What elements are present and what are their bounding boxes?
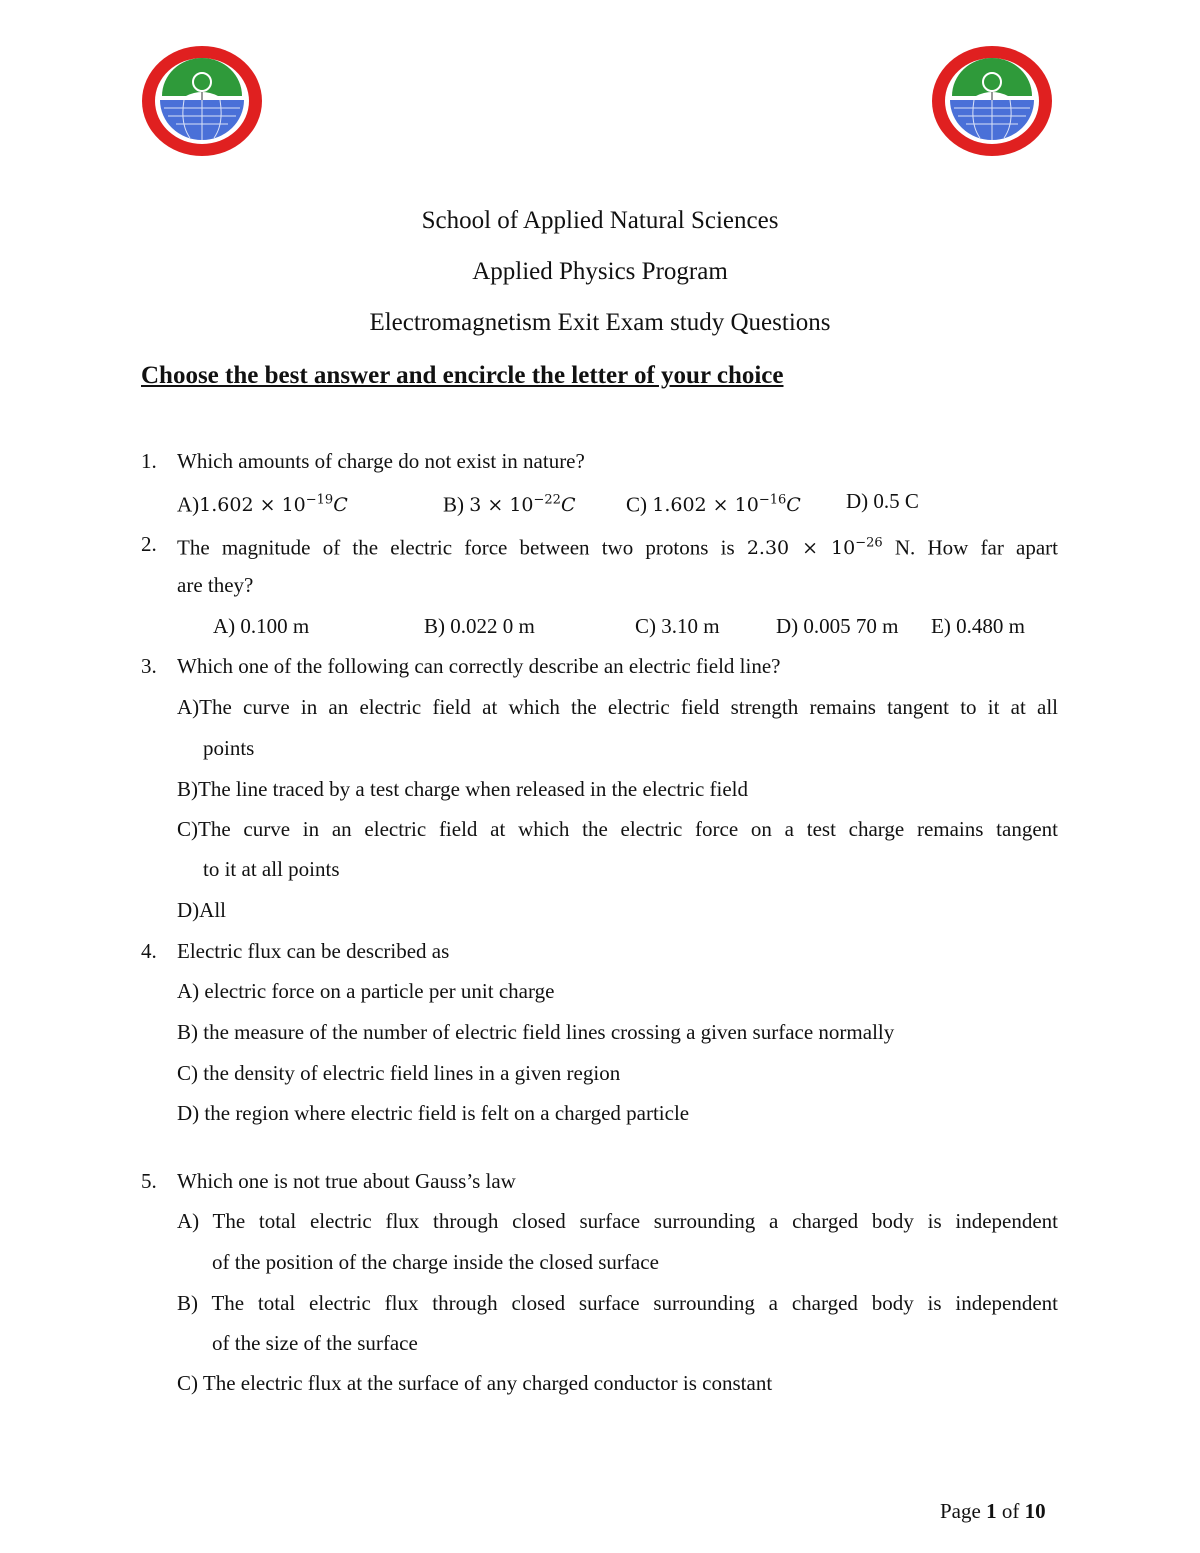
q1-option-c: C) $1.602 \times 10^{-16}C$ bbox=[626, 492, 801, 517]
q3-option-d: D)All bbox=[177, 898, 226, 922]
university-logo-left bbox=[140, 44, 264, 158]
q2-option-e: E) 0.480 m bbox=[931, 614, 1025, 638]
question-number: 4. bbox=[141, 939, 157, 963]
question-2-text: The magnitude of the electric force between two protons is $2.30 \times 10^{-26}$ N. How far apart bbox=[177, 535, 1058, 560]
q2-option-b: B) 0.022 0 m bbox=[424, 614, 535, 638]
school-name: School of Applied Natural Sciences bbox=[421, 207, 779, 234]
instructions: Choose the best answer and encircle the letter of your choice bbox=[141, 362, 784, 389]
question-number: 1. bbox=[141, 449, 157, 473]
question-5-text: Which one is not true about Gauss’s law bbox=[177, 1169, 516, 1193]
q5-option-a: A) The total electric flux through closed surface surrounding a charged body is independent bbox=[177, 1209, 1058, 1233]
q2-option-d: D) 0.005 70 m bbox=[776, 614, 899, 638]
q4-option-a: A) electric force on a particle per unit charge bbox=[177, 979, 555, 1003]
q4-option-d: D) the region where electric field is felt on a charged particle bbox=[177, 1101, 690, 1125]
q5-option-c: C) The electric flux at the surface of any charged conductor is constant bbox=[177, 1371, 773, 1395]
question-4-text: Electric flux can be described as bbox=[177, 939, 450, 963]
q3-option-c: C)The curve in an electric field at which the electric force on a test charge remains tangent bbox=[177, 817, 1058, 841]
q3-option-b: B)The line traced by a test charge when released in the electric field bbox=[177, 777, 749, 801]
q5-option-b-cont: of the size of the surface bbox=[212, 1331, 418, 1355]
exam-title: Electromagnetism Exit Exam study Questions bbox=[369, 309, 831, 336]
question-number: 3. bbox=[141, 654, 157, 678]
q3-option-a: A)The curve in an electric field at which the electric field strength remains tangent to it at all bbox=[177, 695, 1058, 719]
q5-option-a-cont: of the position of the charge inside the closed surface bbox=[212, 1250, 659, 1274]
q1-option-a: $A)1.602 \times 10^{-19}C$ bbox=[177, 492, 348, 517]
q2-option-a: A) 0.100 m bbox=[213, 614, 310, 638]
program-name: Applied Physics Program bbox=[472, 258, 728, 285]
university-logo-right bbox=[930, 44, 1054, 158]
q1-option-d: D) 0.5 C bbox=[846, 489, 919, 513]
q3-option-c-cont: to it at all points bbox=[203, 857, 340, 881]
question-2-text-cont: are they? bbox=[177, 573, 254, 597]
q5-option-b: B) The total electric flux through closed surface surrounding a charged body is independent bbox=[177, 1291, 1058, 1315]
q4-option-b: B) the measure of the number of electric field lines crossing a given surface normally bbox=[177, 1020, 895, 1044]
q3-option-a-cont: points bbox=[203, 736, 255, 760]
q1-option-b: B) $3 \times 10^{-22}C$ bbox=[443, 492, 576, 517]
question-number: 5. bbox=[141, 1169, 157, 1193]
q4-option-c: C) the density of electric field lines in a given region bbox=[177, 1061, 621, 1085]
q2-option-c: C) 3.10 m bbox=[635, 614, 720, 638]
question-number: 2. bbox=[141, 532, 157, 556]
question-1-text: Which amounts of charge do not exist in nature? bbox=[177, 449, 585, 473]
question-3-text: Which one of the following can correctly describe an electric field line? bbox=[177, 654, 781, 678]
page-number: Page 1 of 10 bbox=[940, 1499, 1046, 1523]
